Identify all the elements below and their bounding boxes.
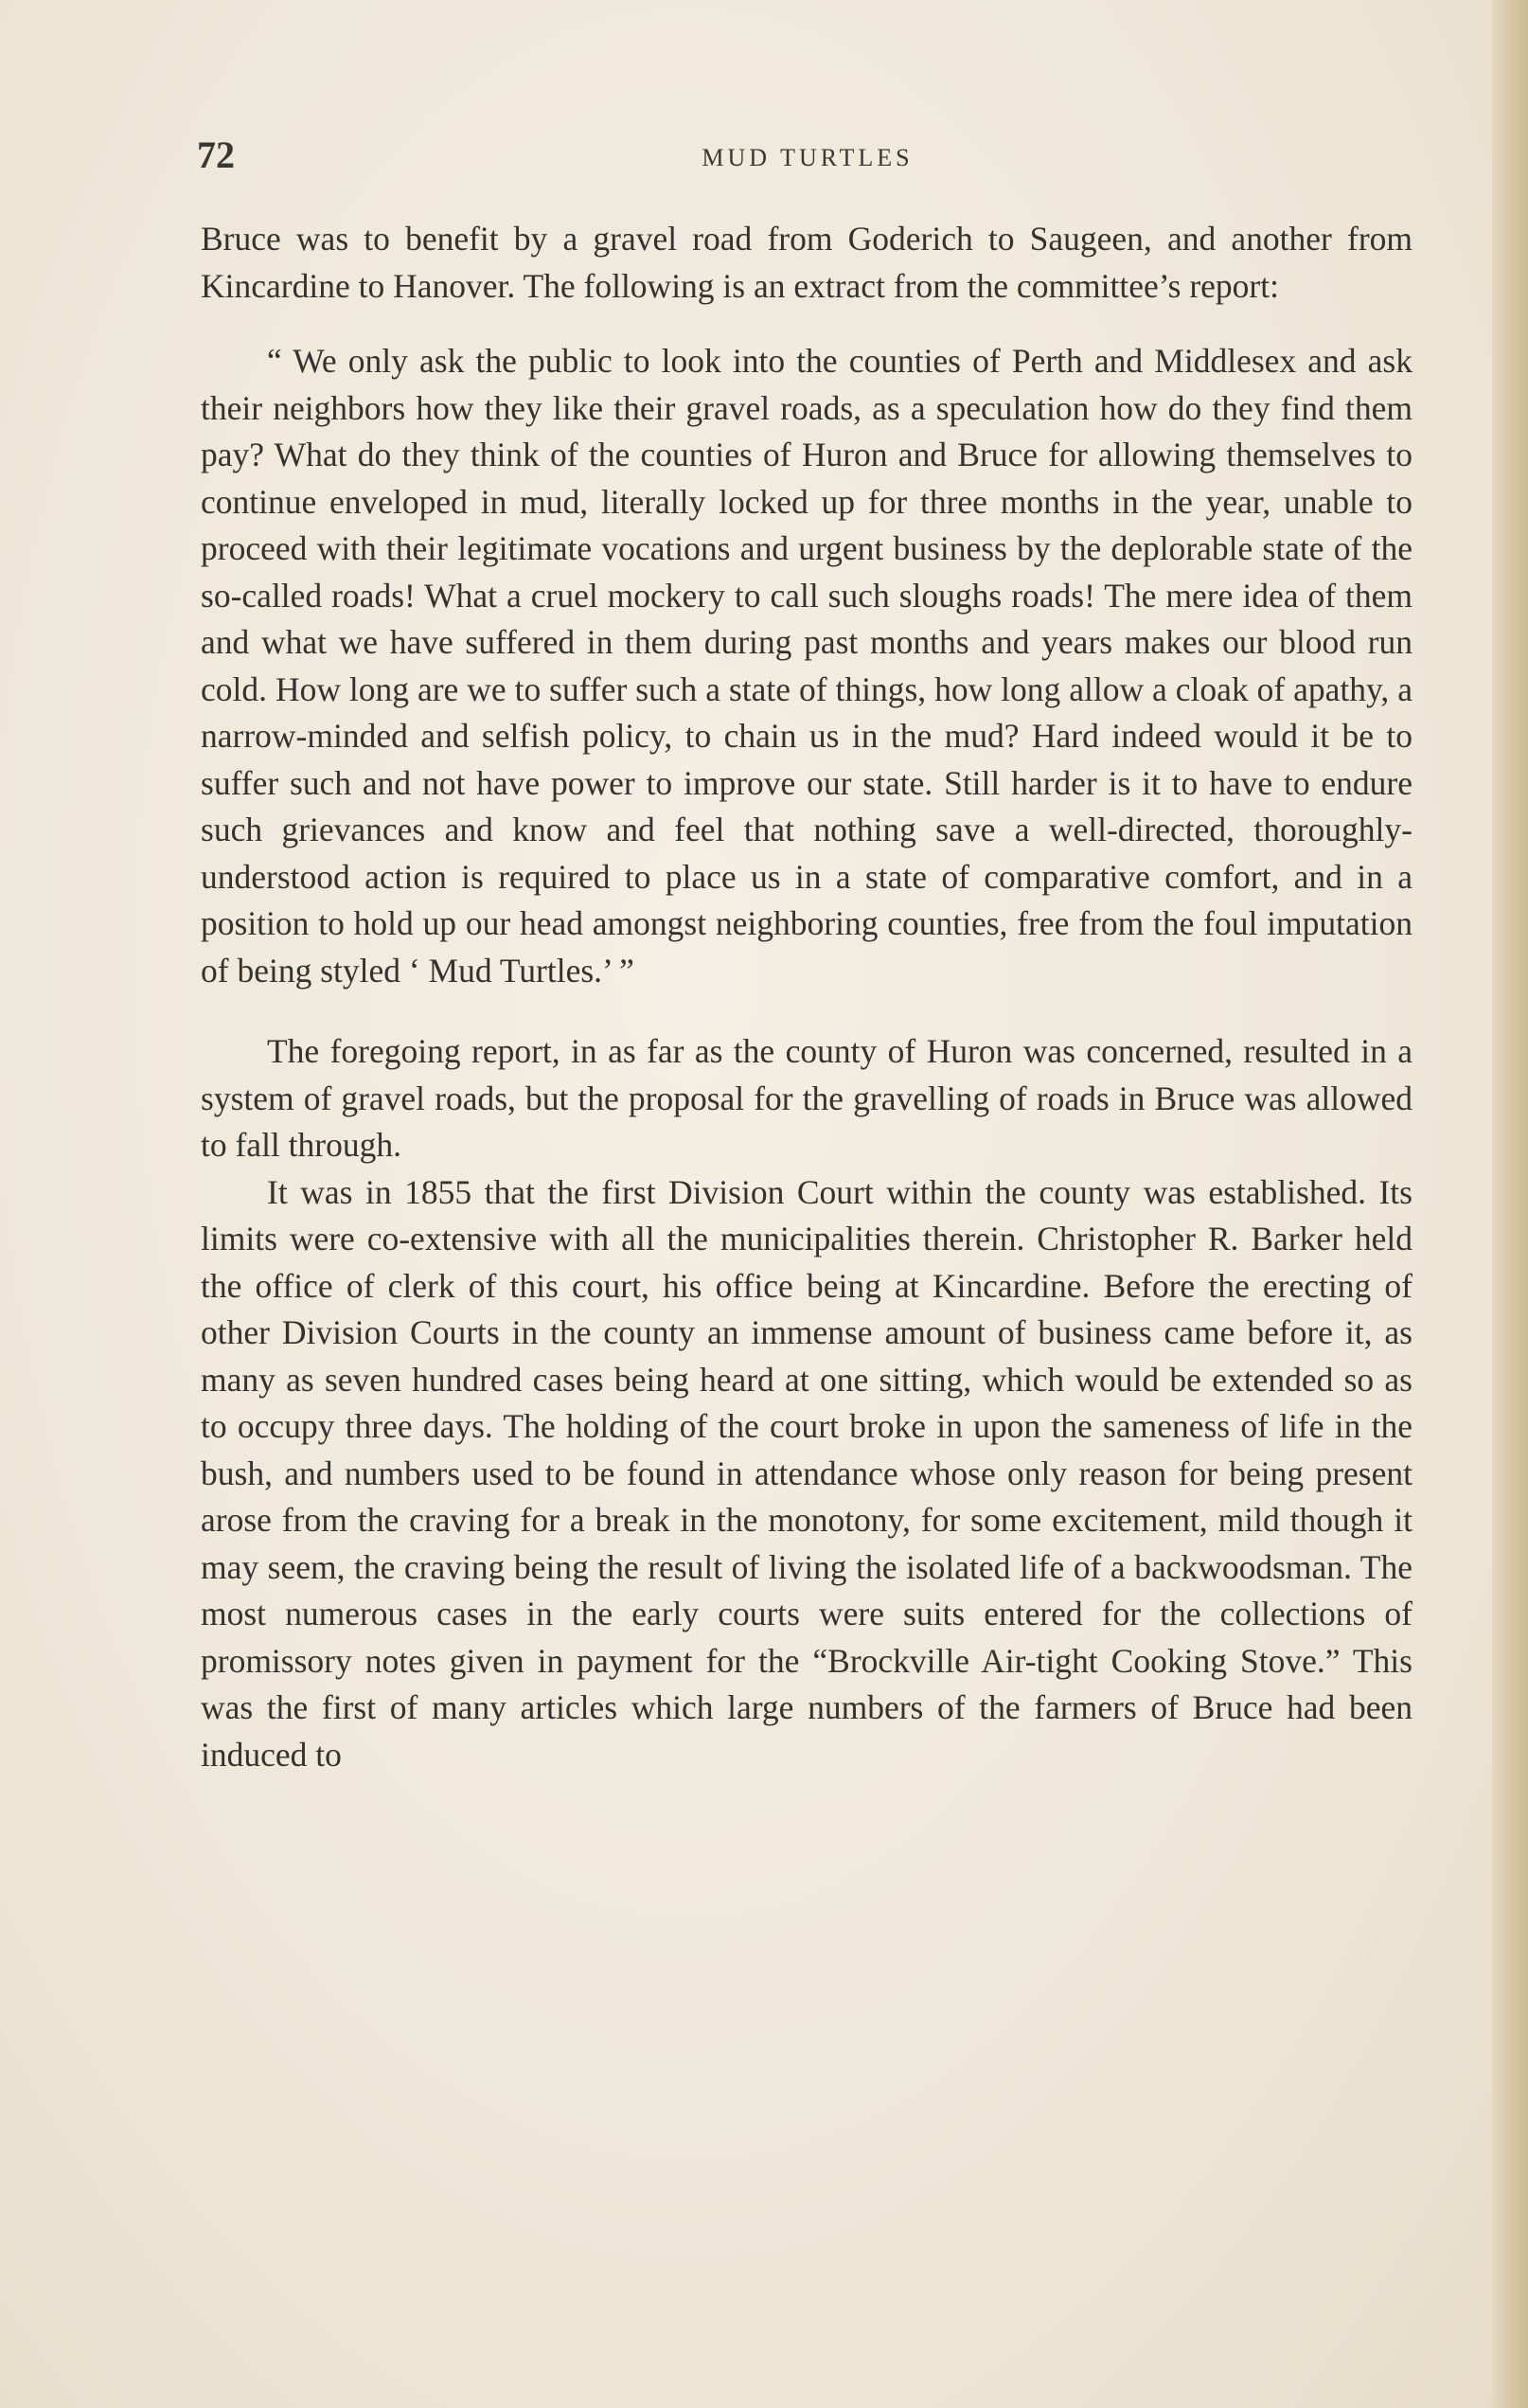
paragraph-division-court: It was in 1855 that the first Division Court within the county was established. Its limits were co-extensive with all the municipalities therein. Christopher R. Barker held the office of clerk of this court, his office being at Kincardine. Before the erecting of other Division Courts in the county an immense amount of business came before it, as many as seven hundred cases being heard at one sitting, which would be extended so as to occupy three days. The holding of the court broke in upon the sameness of life in the bush, and numbers used to be found in attendance whose only reason for being present arose from the craving for a break in the monotony, for some excitement, mild though it may seem, the craving being the result of living the isolated life of a backwoodsman. The most numerous cases in the early courts were suits entered for the collections of promissory notes given in payment for the “Brockville Air-tight Cooking Stove.” This was the first of many articles which large numbers of the farmers of Bruce had been induced to	[201, 1172, 1413, 1774]
page-edge-shadow	[1492, 0, 1528, 2408]
paragraph-foregoing-report: The foregoing report, in as far as the county of Huron was concerned, resulted in a system of gravel roads, but the proposal for the gravelling of roads in Bruce was allowed to fall through.	[201, 1032, 1413, 1164]
body-text	[201, 216, 1413, 1778]
running-title: MUD TURTLES	[702, 144, 914, 171]
page-number: 72	[197, 134, 235, 176]
paragraph-committee-quote: “ We only ask the public to look into the counties of Perth and Middlesex and ask their neighbors how they like their gravel roads, as a speculation how do they find them pay? What do they think of the counties of Huron and Bruce for allowing themselves to continue enveloped in mud, literally locked up for three months in the year, unable to proceed with their legitimate vocations and urgent business by the deplorable state of the so-called roads! What a cruel mockery to call such sloughs roads! The mere idea of them and what we have suffered in them during past months and years makes our blood run cold. How long are we to suffer such a state of things, how long allow a cloak of apathy, a narrow-minded and selfish policy, to chain us in the mud? Hard indeed would it be to suffer such and not have power to improve our state. Still harder is it to have to endure such grievances and know and feel that nothing save a well-directed, thoroughly-understood action is required to place us in a state of comparative comfort, and in a position to hold up our head amongst neighboring counties, free from the foul imputation of being styled ‘ Mud Turtles.’ ”	[201, 342, 1413, 990]
paragraph-intro: Bruce was to benefit by a gravel road from Goderich to Saugeen, and another from Kincardine to Hanover. The following is an extract from the committee’s report:	[201, 220, 1413, 305]
page-header	[197, 133, 1418, 189]
